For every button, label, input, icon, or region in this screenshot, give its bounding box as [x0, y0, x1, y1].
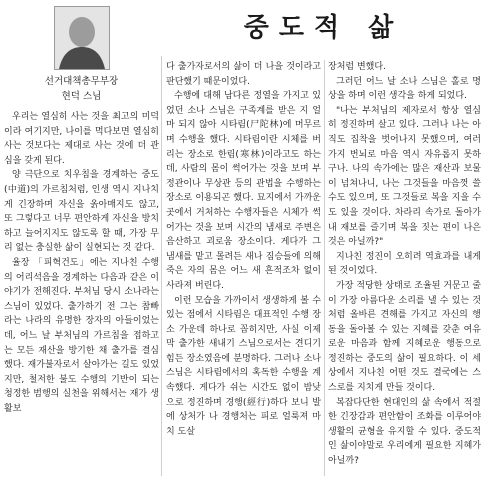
paragraph: "나는 부처님의 제자로서 항상 열심히 정진하며 살고 있다. 그러나 나는 아직도 집착을 벗어나지 못했으며, 여러 가지 번뇌로 마음 역시 자유롭지 못하구나. 나의 속가에는 많은 재산과 보물이 넘쳐나니, 나는 그것들을 마음껏 쓸 수도 있으며, 또 그것들로 복을 지을 수도 있을 것이다. 차라리 속가로 돌아가 내 재보를 즐기며 복을 짓는 편이 나은 것은 아닐까?": [328, 105, 481, 248]
article-column-3: [328, 60, 481, 476]
paragraph: 우리는 열심히 사는 것을 최고의 미덕이라 여기지만, 나이를 먹다보면 열심히 사는 것보다는 제대로 사는 것에 더 관심을 갖게 된다.: [4, 112, 159, 166]
author-byline: [4, 74, 159, 104]
author-affiliation: 선거대책총무부장: [44, 76, 119, 87]
paragraph: 율장 「피혁건도」에는 지나친 수행의 어리석음을 경계하는 다음과 같은 이야기가 전해진다. 부처님 당시 소나라는 스님이 있었다. 출가하기 전 그는 참빠라는 나라의 유명한 장자의 아들이었는데, 어느 날 부처님의 가르침을 접하고는 모든 재산을 방기한 채 출가를 결심했다. 재가불자로서 살아가는 길도 있었지만, 철저한 불도 수행의 기반이 되는 청정한 범행의 실천을 위해서는 재가 생활보: [4, 257, 159, 414]
paragraph: 복잡다단한 현대인의 삶 속에서 적절한 긴장감과 편안함이 조화를 이루어야 생활의 균형을 유지할 수 있다. 중도적인 삶이야말로 우리에게 필요한 지혜가 아닐까?: [328, 397, 481, 467]
paragraph: 수행에 대해 남다른 정열을 가지고 있었던 소나 스님은 구족계를 받은 지 얼마 되지 않아 시타림(尸陀林)에 머무르며 수행을 했다. 시타림이란 시체를 버리는 장소로 한림(寒林)이라고도 하는데, 사람의 몸이 썩어가는 것을 보며 부정관이나 무상관 등의 관법을 수행하는 장소로 이용되곤 했다. 묘지에서 가까운 곳에서 거처하는 수행자들은 시체가 썩어가는 것을 보며 시간의 냄새로 주변은 음산하고 괴로움 장소이다. 게다가 그 냄새를 맡고 몰려든 새나 짐승들에 의해 죽은 자의 몸은 어느 새 흔적조차 없이 사라져 버린다.: [166, 91, 321, 291]
column-divider: [324, 60, 325, 476]
paragraph: 다 출가자로서의 삶이 더 나을 것이라고 판단했기 때문이었다.: [166, 62, 321, 87]
article-column-1: [4, 4, 159, 476]
author-photo: [54, 6, 110, 70]
column-divider: [161, 56, 162, 476]
article-column-2: [166, 60, 321, 476]
paragraph: 양 극단으로 치우침을 경계하는 중도(中道)의 가르침처럼, 인생 역시 지나치게 긴장하며 자신을 옭아매지도 않고, 또 그렇다고 너무 편안하게 자신을 방치하고 늘어지지도 않도록 할 때, 가장 무리 없는 충실한 삶이 실현되는 것 같다.: [4, 170, 159, 254]
paragraph: 장처럼 변했다.: [328, 62, 386, 72]
paragraph: 이런 모습을 가까이서 생생하게 볼 수 있는 점에서 시타림은 대표적인 수행 장소 가운데 하나로 꼽히지만, 사실 이제 막 출가한 새내기 스님으로서는 견디기 힘든 장소였음에 분명하다. 그러나 소나 스님은 시타림에서의 혹독한 수행을 계속했다. 게다가 쉬는 시간도 없이 밤낮으로 정진하며 경행(經行)하다 보니 발에 상처가 나 경행처는 피로 얼룩져 마치 도살: [166, 295, 321, 437]
author-name: 현덕 스님: [61, 91, 102, 102]
paragraph: 지나친 정진이 오히려 역효과를 내게 된 것이었다.: [328, 251, 481, 277]
article-title: 중도적 삶: [243, 13, 404, 43]
paragraph: 가장 적당한 상태로 조율된 거문고 줄이 가장 아름다운 소리를 낼 수 있는 것처럼 올바른 견해를 가지고 자신의 행동을 돌아볼 수 있는 지혜를 갖춘 여유로운 마음과 함께 지혜로운 행동으로 정진하는 중도의 삶이 필요하다. 이 세상에서 지나친 어떤 것도 결국에는 스스로를 지치게 만들 것이다.: [328, 280, 481, 394]
paragraph: 그러던 어느 날 소나 스님은 홀로 명상을 하며 이런 생각을 하게 되었다.: [328, 76, 481, 102]
